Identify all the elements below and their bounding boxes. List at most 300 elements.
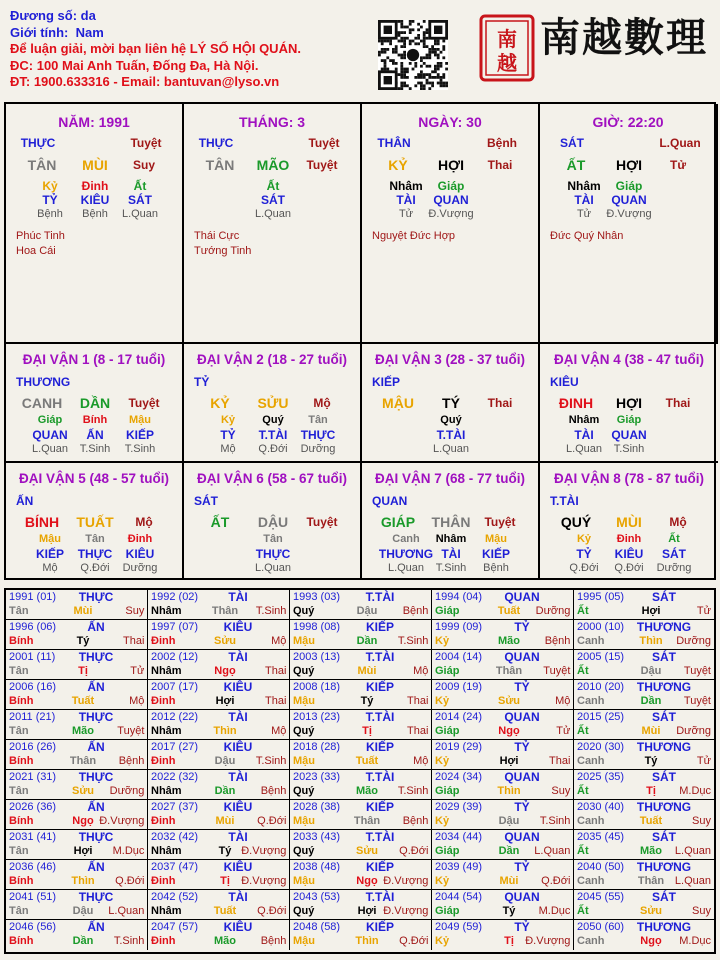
year-stem: Đinh [151, 875, 176, 887]
year-cell[interactable] [574, 620, 714, 650]
year-cell[interactable] [148, 710, 290, 740]
pillar-star: Tướng Tinh [194, 245, 252, 257]
year-cell[interactable] [6, 710, 148, 740]
year-cell[interactable] [432, 920, 574, 950]
year-stem: Tân [9, 845, 29, 857]
year-phase: Bệnh [260, 935, 287, 947]
hidden-stem: Mậu [39, 533, 61, 545]
year-cell[interactable] [148, 770, 290, 800]
year-phase: Đ.Vượng [241, 845, 287, 857]
hidden-phase: Dưỡng [122, 562, 158, 574]
year-stem: Canh [577, 755, 605, 767]
year-label: 2032 (42) [151, 831, 199, 843]
year-god: THỰC [78, 830, 114, 844]
year-cell[interactable] [6, 770, 148, 800]
year-cell[interactable] [6, 920, 148, 950]
year-god: KIẾP [365, 800, 394, 814]
dai-van-stem: BÍNH [24, 514, 60, 530]
year-god: THƯƠNG [636, 920, 692, 934]
year-label: 2018 (28) [293, 741, 341, 753]
year-cell[interactable] [432, 860, 574, 890]
year-stem: Nhâm [151, 665, 182, 677]
year-cell[interactable] [432, 710, 574, 740]
year-label: 1992 (02) [151, 591, 199, 603]
svg-text:越: 越 [497, 51, 517, 75]
year-cell[interactable] [432, 620, 574, 650]
year-cell[interactable] [432, 680, 574, 710]
year-god: THƯƠNG [636, 680, 692, 694]
pillar-branch: MÃO [256, 157, 290, 173]
year-branch: Mão [640, 845, 662, 857]
year-god: TỶ [514, 860, 530, 874]
year-cell[interactable] [574, 770, 714, 800]
year-cell[interactable] [148, 890, 290, 920]
dai-van-god: KIẾP [372, 375, 401, 389]
year-branch: Ngọ [214, 665, 236, 677]
year-cell[interactable] [574, 650, 714, 680]
year-stem: Tân [9, 725, 29, 737]
year-cell[interactable] [148, 740, 290, 770]
hidden-stem: Nhâm [435, 533, 467, 545]
dai-van-stem: GIÁP [380, 514, 416, 530]
year-stem: Canh [577, 935, 605, 947]
hidden-phase: Bệnh [37, 208, 63, 220]
year-branch: Dần [72, 935, 94, 947]
year-cell[interactable] [148, 860, 290, 890]
year-label: 2039 (49) [435, 861, 483, 873]
year-stem: Bính [9, 875, 34, 887]
year-phase: Đ.Vượng [99, 815, 145, 827]
year-god: KIÊU [223, 620, 253, 634]
hidden-phase: Tử [576, 208, 592, 220]
year-stem: Canh [577, 695, 605, 707]
year-label: 1999 (09) [435, 621, 483, 633]
year-stem: Mậu [293, 875, 315, 887]
year-phase: Tử [696, 605, 711, 617]
year-god: KIÊU [223, 860, 253, 874]
year-phase: M.Dục [112, 845, 145, 857]
year-cell[interactable] [432, 800, 574, 830]
year-cell[interactable] [432, 650, 574, 680]
pillar-stem: KỶ [388, 157, 408, 173]
year-cell[interactable] [148, 830, 290, 860]
year-god: T.TÀI [365, 650, 395, 664]
hidden-stem: Nhâm [389, 179, 423, 193]
year-phase: Mộ [555, 695, 571, 707]
year-cell[interactable] [6, 740, 148, 770]
year-phase: Đ.Vượng [525, 935, 571, 947]
gioi-tinh-value: Nam [75, 24, 104, 40]
year-stem: Tân [9, 665, 29, 677]
year-label: 2041 (51) [9, 891, 57, 903]
year-stem: Quý [293, 785, 315, 797]
dai-van-title: ĐẠI VẬN 4 (38 - 47 tuổi) [553, 352, 705, 367]
hidden-god: KIÊU [614, 547, 644, 561]
year-cell[interactable] [290, 920, 432, 950]
dai-van-phase: Thai [487, 396, 513, 410]
year-stem: Ất [577, 665, 589, 677]
year-stem: Đinh [151, 695, 176, 707]
year-cell[interactable] [574, 800, 714, 830]
hidden-god: ẤN [86, 428, 104, 442]
year-branch: Hợi [73, 845, 93, 857]
hidden-phase: T.Sinh [79, 443, 111, 455]
hidden-god: TÀI [441, 547, 461, 561]
year-stem: Kỷ [435, 695, 450, 707]
hidden-god: SÁT [128, 193, 152, 207]
address-line: ĐC: 100 Mai Anh Tuấn, Đống Đa, Hà Nội. [10, 57, 259, 73]
year-cell[interactable] [6, 800, 148, 830]
year-cell[interactable] [148, 920, 290, 950]
hidden-stem: Giáp [616, 414, 642, 426]
pillar-branch-phase: Thai [487, 158, 513, 172]
year-label: 2011 (21) [9, 711, 56, 723]
year-phase: Tử [130, 665, 145, 677]
hidden-stem: Kỷ [576, 533, 592, 545]
pillar-top-god: SÁT [560, 136, 584, 150]
year-phase: Mộ [413, 665, 429, 677]
year-label: 2047 (57) [151, 921, 199, 933]
year-phase: Bệnh [118, 755, 145, 767]
hidden-god: QUAN [433, 193, 469, 207]
year-god: THƯƠNG [636, 620, 692, 634]
year-cell[interactable] [290, 860, 432, 890]
year-cell[interactable] [6, 650, 148, 680]
hidden-stem: Kỷ [220, 414, 236, 426]
hidden-phase: T.Sinh [613, 443, 645, 455]
dai-van-8 [540, 461, 718, 580]
year-label: 2045 (55) [577, 891, 625, 903]
year-label: 2014 (24) [435, 711, 483, 723]
year-phase: Mộ [271, 725, 287, 737]
year-phase: Tử [696, 755, 711, 767]
year-branch: Tuất [71, 695, 95, 707]
hidden-god: KIẾP [35, 547, 64, 561]
year-phase: Bệnh [544, 635, 571, 647]
pillar-top-god: THỰC [198, 136, 234, 150]
year-label: 2046 (56) [9, 921, 57, 933]
year-branch: Tuất [355, 755, 379, 767]
year-cell[interactable] [432, 890, 574, 920]
year-cell[interactable] [148, 680, 290, 710]
year-branch: Thìn [71, 875, 95, 887]
year-branch: Dậu [72, 905, 94, 917]
dai-van-title: ĐẠI VẬN 8 (78 - 87 tuổi) [553, 471, 705, 486]
dai-van-1 [6, 342, 184, 461]
year-stem: Ất [577, 785, 589, 797]
hidden-stem: Bính [82, 414, 108, 426]
year-cell[interactable] [6, 590, 148, 620]
year-cell[interactable] [432, 770, 574, 800]
hidden-phase: Bệnh [82, 208, 108, 220]
year-branch: Mùi [215, 815, 235, 827]
year-phase: Q.Đới [541, 875, 571, 887]
dai-van-stem: ẤT [210, 514, 230, 530]
year-cell[interactable] [432, 740, 574, 770]
year-phase: Thai [548, 755, 571, 767]
hidden-stem: Ất [133, 179, 147, 193]
year-cell[interactable] [290, 710, 432, 740]
year-phase: Q.Đới [399, 845, 429, 857]
pillar-title: NGÀY: 30 [418, 114, 482, 130]
hidden-god: T.TÀI [258, 428, 288, 442]
year-branch: Ngọ [72, 815, 94, 827]
hidden-stem: Đinh [616, 533, 642, 545]
year-god: KIẾP [365, 620, 394, 634]
hidden-phase: Đ.Vượng [428, 208, 474, 220]
hidden-phase: Tử [398, 208, 414, 220]
hidden-stem: Ất [266, 179, 280, 193]
pillar-branch-phase: Suy [132, 158, 155, 172]
year-stem: Quý [293, 845, 315, 857]
year-god: T.TÀI [365, 770, 395, 784]
year-phase: Dưỡng [535, 605, 571, 617]
year-cell[interactable] [432, 830, 574, 860]
dai-van-3 [362, 342, 540, 461]
hidden-stem: Đinh [81, 179, 109, 193]
red-seal-logo [479, 14, 535, 82]
year-cell[interactable] [574, 830, 714, 860]
hidden-stem: Giáp [437, 179, 465, 193]
pillar-top-phase: Bệnh [487, 136, 517, 150]
year-cell[interactable] [148, 650, 290, 680]
year-cell[interactable] [574, 920, 714, 950]
year-phase: T.Sinh [255, 605, 287, 617]
contact-line: Để luận giải, mời bạn liên hệ LÝ SỐ HỘI QUÁN. [10, 41, 301, 56]
hidden-stem: Kỷ [42, 179, 58, 193]
year-phase: M.Dục [679, 935, 711, 947]
year-god: SÁT [652, 650, 676, 664]
year-god: TỶ [514, 620, 530, 634]
year-stem: Mậu [293, 815, 315, 827]
year-label: 1994 (04) [435, 591, 483, 603]
year-phase: Mộ [271, 635, 287, 647]
year-label: 2023 (33) [293, 771, 341, 783]
year-cell[interactable] [574, 740, 714, 770]
hidden-phase: Đ.Vượng [606, 208, 652, 220]
year-cell[interactable] [290, 680, 432, 710]
year-god: SÁT [652, 830, 676, 844]
year-god: KIÊU [223, 740, 253, 754]
year-label: 2028 (38) [293, 801, 341, 813]
chart-header [10, 8, 390, 91]
dai-van-6 [184, 461, 362, 580]
duong-so-row [10, 8, 390, 25]
year-branch: Tị [362, 725, 372, 737]
year-label: 2007 (17) [151, 681, 199, 693]
year-stem: Bính [9, 695, 34, 707]
hidden-phase: L.Quan [31, 443, 69, 455]
pillar-top-phase: Tuyệt [308, 136, 340, 150]
year-cell[interactable] [290, 890, 432, 920]
year-phase: Tuyệt [683, 695, 711, 707]
year-branch: Sửu [355, 845, 379, 857]
year-branch: Dần [214, 785, 236, 797]
pillar-title: GIỜ: 22:20 [592, 114, 664, 130]
year-cell[interactable] [290, 770, 432, 800]
year-label: 2022 (32) [151, 771, 199, 783]
year-god: T.TÀI [365, 710, 395, 724]
pillar-branch: MÙI [82, 157, 108, 173]
year-branch: Thìn [355, 935, 379, 947]
year-god: ẤN [87, 680, 105, 694]
year-stem: Kỷ [435, 755, 450, 767]
pillar-0 [6, 104, 184, 344]
hidden-phase: Q.Đới [258, 443, 288, 455]
hidden-god: TÀI [574, 428, 594, 442]
year-branch: Thân [353, 815, 381, 827]
hidden-god: TỶ [42, 193, 58, 207]
year-branch: Thìn [639, 635, 663, 647]
year-cell[interactable] [6, 890, 148, 920]
year-cell[interactable] [574, 890, 714, 920]
hidden-god: SÁT [662, 547, 686, 561]
year-stem: Giáp [435, 725, 460, 737]
year-branch: Tý [502, 905, 516, 917]
year-cell[interactable] [6, 680, 148, 710]
dai-van-5 [6, 461, 184, 580]
year-branch: Ngọ [498, 725, 520, 737]
hidden-god: KIÊU [80, 193, 110, 207]
dai-van-phase: Thai [665, 396, 691, 410]
year-branch: Sửu [639, 905, 663, 917]
year-label: 2044 (54) [435, 891, 483, 903]
hidden-god: KIẾP [125, 428, 154, 442]
dai-van-branch: TUẤT [76, 514, 114, 530]
year-god: SÁT [652, 710, 676, 724]
year-phase: Đ.Vượng [383, 875, 429, 887]
year-branch: Tuất [497, 605, 521, 617]
year-god: SÁT [652, 590, 676, 604]
year-cell[interactable] [6, 620, 148, 650]
hidden-phase: L.Quan [565, 443, 603, 455]
duong-so-value: da [80, 8, 96, 23]
year-phase: L.Quan [674, 845, 711, 857]
dai-van-title: ĐẠI VẬN 1 (8 - 17 tuổi) [22, 352, 166, 367]
year-cell[interactable] [6, 830, 148, 860]
year-branch: Ngọ [640, 935, 662, 947]
dai-van-branch: MÙI [616, 514, 642, 530]
gioi-tinh-label: Giới tính: [10, 24, 69, 40]
year-god: THƯƠNG [636, 800, 692, 814]
year-phase: Q.Đới [115, 875, 145, 887]
year-cell[interactable] [574, 590, 714, 620]
year-label: 2025 (35) [577, 771, 625, 783]
duong-so-label: Đương số: [10, 8, 78, 23]
year-stem: Quý [293, 905, 315, 917]
year-stem: Nhâm [151, 905, 182, 917]
year-cell[interactable] [574, 680, 714, 710]
hidden-stem: Mậu [129, 414, 151, 426]
year-branch: Dậu [214, 755, 236, 767]
year-phase: T.Sinh [397, 785, 429, 797]
qr-code-icon[interactable] [378, 20, 448, 90]
year-cell[interactable] [290, 800, 432, 830]
year-phase: Bệnh [402, 815, 429, 827]
dai-van-branch: TÝ [442, 395, 460, 411]
year-cell[interactable] [148, 800, 290, 830]
year-god: TÀI [228, 830, 248, 844]
gioi-tinh-row [10, 25, 390, 42]
year-phase: Thai [406, 725, 429, 737]
year-stem: Ất [577, 905, 589, 917]
year-cell[interactable] [432, 590, 574, 620]
year-cell[interactable] [290, 650, 432, 680]
year-branch: Hợi [215, 695, 235, 707]
year-branch: Hợi [499, 755, 519, 767]
year-god: QUAN [504, 890, 540, 904]
phone-email-line: ĐT: 1900.633316 - Email: bantuvan@lyso.vn [10, 74, 280, 89]
hidden-god: T.TÀI [436, 428, 466, 442]
year-cell[interactable] [574, 710, 714, 740]
year-label: 2008 (18) [293, 681, 341, 693]
year-stem: Quý [293, 605, 315, 617]
year-label: 2016 (26) [9, 741, 57, 753]
year-cell[interactable] [290, 740, 432, 770]
pillar-star: Hoa Cái [16, 245, 56, 257]
year-cell[interactable] [290, 590, 432, 620]
pillar-branch-phase: Tử [669, 158, 687, 172]
year-stem: Tân [9, 785, 29, 797]
year-phase: Thai [264, 665, 287, 677]
year-god: ẤN [87, 920, 105, 934]
year-stem: Kỷ [435, 635, 450, 647]
svg-text:南: 南 [497, 27, 517, 51]
pillar-star: Thái Cực [194, 230, 240, 242]
year-label: 2029 (39) [435, 801, 483, 813]
year-label: 2006 (16) [9, 681, 57, 693]
dai-van-phase: Mộ [313, 396, 331, 410]
year-god: TỶ [514, 680, 530, 694]
dai-van-god: TỶ [194, 375, 210, 389]
year-cell[interactable] [6, 860, 148, 890]
year-cell[interactable] [148, 590, 290, 620]
hidden-phase: L.Quan [254, 208, 292, 220]
year-stem: Ất [577, 605, 589, 617]
year-phase: Thai [406, 695, 429, 707]
year-god: QUAN [504, 710, 540, 724]
year-cell[interactable] [290, 620, 432, 650]
year-stem: Đinh [151, 815, 176, 827]
year-label: 2010 (20) [577, 681, 625, 693]
year-branch: Tý [644, 755, 658, 767]
year-god: QUAN [504, 830, 540, 844]
hidden-phase: L.Quan [254, 562, 292, 574]
year-cell[interactable] [148, 620, 290, 650]
pillar-branch: HỢI [438, 157, 464, 173]
dai-van-stem: ĐINH [558, 395, 594, 411]
year-stem: Canh [577, 875, 605, 887]
year-god: ẤN [87, 620, 105, 634]
hidden-god: TỶ [220, 428, 236, 442]
year-stem: Canh [577, 635, 605, 647]
year-god: THƯƠNG [636, 860, 692, 874]
year-cell[interactable] [574, 860, 714, 890]
pillar-star: Đức Quý Nhân [550, 230, 624, 242]
year-label: 2049 (59) [435, 921, 483, 933]
dai-van-god: ẤN [16, 494, 34, 508]
year-branch: Mão [214, 935, 236, 947]
year-god: KIẾP [365, 680, 394, 694]
year-god: THƯƠNG [636, 740, 692, 754]
year-cell[interactable] [290, 830, 432, 860]
year-branch: Mão [356, 785, 378, 797]
year-label: 1993 (03) [293, 591, 341, 603]
year-phase: T.Sinh [113, 935, 145, 947]
year-god: ẤN [87, 860, 105, 874]
year-branch: Thân [211, 605, 239, 617]
year-stem: Giáp [435, 665, 460, 677]
